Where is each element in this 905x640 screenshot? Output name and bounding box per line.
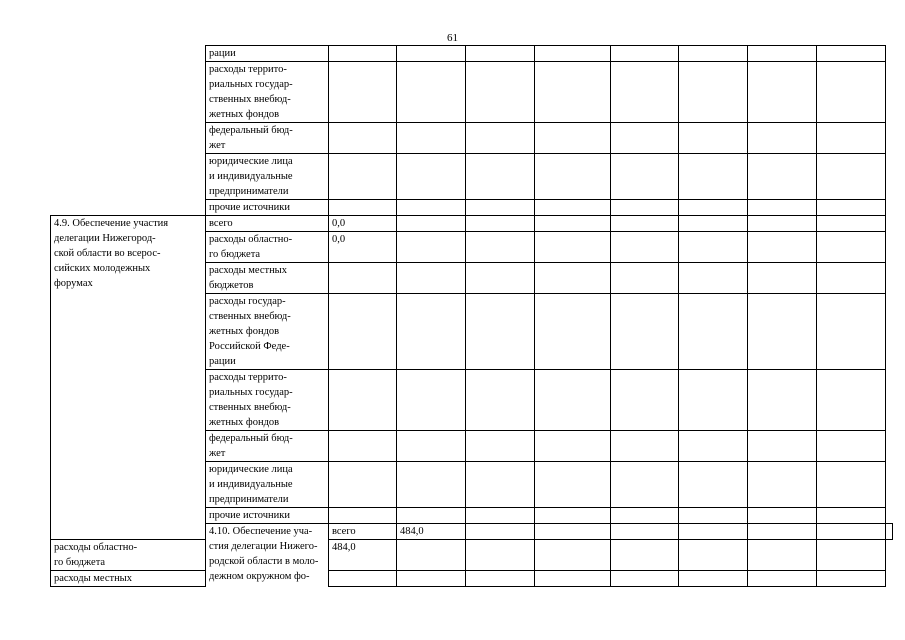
value-cell xyxy=(817,524,886,540)
value-cell xyxy=(679,540,748,571)
value-cell xyxy=(817,263,886,294)
value-cell xyxy=(466,294,535,370)
value-cell xyxy=(397,263,466,294)
value-cell xyxy=(329,46,397,62)
value-cell xyxy=(535,524,611,540)
event-cell xyxy=(51,46,206,62)
value-cell xyxy=(679,232,748,263)
value-cell xyxy=(748,524,817,540)
value-cell xyxy=(329,462,397,508)
value-cell xyxy=(397,46,466,62)
table-row xyxy=(51,46,893,62)
value-cell xyxy=(535,216,611,232)
value-cell xyxy=(397,294,466,370)
value-cell xyxy=(679,431,748,462)
value-cell xyxy=(679,524,748,540)
value-cell xyxy=(466,370,535,431)
value-cell xyxy=(611,524,679,540)
value-cell xyxy=(466,154,535,200)
value-cell xyxy=(817,154,886,200)
funding-source-cell: юридические лица и индивидуальные предприниматели xyxy=(206,154,329,200)
value-cell xyxy=(817,294,886,370)
value-cell xyxy=(611,46,679,62)
value-cell xyxy=(535,123,611,154)
value-cell xyxy=(679,200,748,216)
value-cell xyxy=(817,46,886,62)
value-cell xyxy=(329,123,397,154)
value-cell xyxy=(679,508,748,524)
value-cell xyxy=(817,216,886,232)
value-cell xyxy=(748,46,817,62)
event-cell: 4.9. Обеспечение участия делегации Нижегород- ской области во всерос- сийских молодежных форумах xyxy=(51,216,206,540)
value-cell xyxy=(679,263,748,294)
value-cell xyxy=(817,571,886,587)
value-cell: 0,0 xyxy=(329,232,397,263)
value-cell xyxy=(466,431,535,462)
value-cell xyxy=(329,62,397,123)
page-number: 61 xyxy=(447,32,458,44)
value-cell xyxy=(535,200,611,216)
event-cell xyxy=(51,200,206,216)
value-cell xyxy=(611,232,679,263)
value-cell xyxy=(611,571,679,587)
value-cell xyxy=(466,62,535,123)
value-cell xyxy=(466,462,535,508)
funding-source-cell: федеральный бюд- жет xyxy=(206,431,329,462)
funding-source-cell: прочие источники xyxy=(206,508,329,524)
value-cell xyxy=(397,508,466,524)
funding-source-cell: всего xyxy=(329,524,397,540)
table-row xyxy=(51,571,893,587)
funding-source-cell: расходы государ- ственных внебюд- жетных фондов Российской Феде- рации xyxy=(206,294,329,370)
funding-source-cell: федеральный бюд- жет xyxy=(206,123,329,154)
value-cell xyxy=(817,123,886,154)
value-cell xyxy=(748,263,817,294)
event-cell: 4.10. Обеспечение уча- стия делегации Нижего- родской области в моло- дежном окружном фо- xyxy=(206,524,329,587)
value-cell xyxy=(748,216,817,232)
value-cell xyxy=(535,431,611,462)
value-cell xyxy=(611,263,679,294)
value-cell xyxy=(679,154,748,200)
value-cell xyxy=(748,508,817,524)
value-cell xyxy=(748,232,817,263)
value-cell xyxy=(748,62,817,123)
value-cell xyxy=(535,154,611,200)
value-cell xyxy=(397,216,466,232)
table-row xyxy=(51,154,893,200)
value-cell xyxy=(397,200,466,216)
value-cell xyxy=(748,571,817,587)
table-row xyxy=(51,216,893,232)
value-cell xyxy=(466,232,535,263)
value-cell xyxy=(535,540,611,571)
value-cell xyxy=(397,123,466,154)
funding-source-cell: расходы областно- го бюджета xyxy=(51,540,206,571)
value-cell xyxy=(611,123,679,154)
table-row xyxy=(51,540,893,571)
value-cell xyxy=(329,294,397,370)
event-cell xyxy=(51,62,206,123)
budget-table-body xyxy=(51,46,893,587)
value-cell xyxy=(535,508,611,524)
value-cell xyxy=(748,540,817,571)
value-cell xyxy=(329,370,397,431)
value-cell xyxy=(611,154,679,200)
value-cell xyxy=(748,294,817,370)
value-cell xyxy=(397,370,466,431)
funding-source-cell: расходы областно- го бюджета xyxy=(206,232,329,263)
value-cell xyxy=(748,154,817,200)
funding-source-cell: расходы террито- риальных государ- ственных внебюд- жетных фондов xyxy=(206,62,329,123)
funding-source-cell: всего xyxy=(206,216,329,232)
value-cell xyxy=(679,62,748,123)
value-cell xyxy=(535,232,611,263)
value-cell xyxy=(679,216,748,232)
value-cell xyxy=(817,540,886,571)
funding-source-cell: прочие источники xyxy=(206,200,329,216)
value-cell xyxy=(817,62,886,123)
value-cell xyxy=(329,571,397,587)
value-cell xyxy=(397,462,466,508)
value-cell xyxy=(466,123,535,154)
value-cell xyxy=(535,263,611,294)
value-cell xyxy=(466,46,535,62)
value-cell xyxy=(535,46,611,62)
event-cell xyxy=(51,154,206,200)
value-cell xyxy=(329,263,397,294)
funding-source-cell: расходы местных бюджетов xyxy=(206,263,329,294)
value-cell xyxy=(329,431,397,462)
value-cell xyxy=(679,462,748,508)
funding-source-cell: расходы местных xyxy=(51,571,206,587)
value-cell xyxy=(466,571,535,587)
value-cell xyxy=(611,370,679,431)
value-cell xyxy=(679,46,748,62)
funding-source-cell: рации xyxy=(206,46,329,62)
event-cell xyxy=(51,123,206,154)
value-cell xyxy=(611,508,679,524)
value-cell xyxy=(466,540,535,571)
value-cell xyxy=(679,294,748,370)
value-cell xyxy=(611,200,679,216)
value-cell xyxy=(748,431,817,462)
value-cell xyxy=(611,294,679,370)
value-cell xyxy=(535,62,611,123)
value-cell xyxy=(466,216,535,232)
value-cell xyxy=(397,571,466,587)
table-row xyxy=(51,123,893,154)
value-cell xyxy=(748,200,817,216)
value-cell xyxy=(611,62,679,123)
value-cell xyxy=(748,370,817,431)
value-cell xyxy=(817,462,886,508)
value-cell xyxy=(329,508,397,524)
value-cell xyxy=(466,524,535,540)
value-cell xyxy=(817,431,886,462)
value-cell xyxy=(817,200,886,216)
value-cell xyxy=(817,232,886,263)
value-cell xyxy=(886,524,893,540)
value-cell xyxy=(329,200,397,216)
value-cell xyxy=(679,571,748,587)
value-cell xyxy=(466,508,535,524)
value-cell xyxy=(397,62,466,123)
value-cell xyxy=(535,462,611,508)
value-cell xyxy=(329,154,397,200)
value-cell xyxy=(748,123,817,154)
value-cell xyxy=(748,462,817,508)
value-cell: 484,0 xyxy=(329,540,397,571)
value-cell xyxy=(466,200,535,216)
value-cell xyxy=(535,571,611,587)
value-cell xyxy=(535,294,611,370)
value-cell xyxy=(679,370,748,431)
value-cell xyxy=(397,540,466,571)
value-cell xyxy=(611,431,679,462)
value-cell xyxy=(397,431,466,462)
value-cell xyxy=(535,370,611,431)
funding-source-cell: юридические лица и индивидуальные предприниматели xyxy=(206,462,329,508)
value-cell: 484,0 xyxy=(397,524,466,540)
value-cell xyxy=(679,123,748,154)
value-cell: 0,0 xyxy=(329,216,397,232)
budget-table xyxy=(50,45,893,587)
value-cell xyxy=(817,508,886,524)
value-cell xyxy=(611,540,679,571)
value-cell xyxy=(817,370,886,431)
value-cell xyxy=(397,232,466,263)
table-row xyxy=(51,62,893,123)
table-row xyxy=(51,200,893,216)
value-cell xyxy=(397,154,466,200)
value-cell xyxy=(611,462,679,508)
value-cell xyxy=(611,216,679,232)
funding-source-cell: расходы террито- риальных государ- ственных внебюд- жетных фондов xyxy=(206,370,329,431)
value-cell xyxy=(466,263,535,294)
